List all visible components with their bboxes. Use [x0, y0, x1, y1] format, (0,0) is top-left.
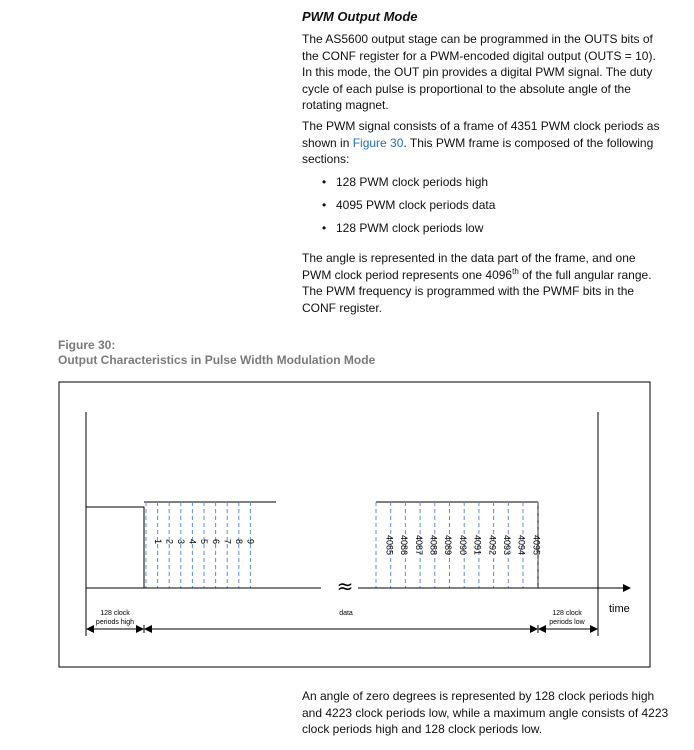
start-count-labels — [153, 539, 256, 544]
paragraph-frame-text-end: . This PWM frame is composed of the following sections: — [302, 135, 654, 166]
clock-count-label: 5 — [199, 539, 210, 545]
clock-count-label: 9 — [245, 539, 256, 545]
list-item — [322, 220, 495, 243]
label-data: data — [339, 610, 353, 617]
clock-count-label: 3 — [176, 539, 186, 545]
paragraph-frame-text: The PWM signal consists of a frame of 4351 PWM clock periods as shown in — [302, 119, 660, 150]
paragraph-frame — [302, 118, 662, 168]
bullet-icon: • — [322, 198, 327, 212]
time-label: time — [609, 603, 630, 615]
start-dashes — [146, 502, 250, 588]
figure-title: Output Characteristics in Pulse Width Modulation Mode — [58, 353, 376, 367]
paragraph-zero-angle: An angle of zero degrees is represented by 128 clock periods high and 4223 clock periods low, while a maximum angle consists of 4223 clock periods high and 128 clock periods low. — [302, 689, 669, 736]
clock-count-label: 8 — [234, 539, 244, 545]
clock-count-label: 4087 — [413, 535, 424, 556]
paragraph-angle — [302, 250, 662, 316]
superscript-th: th — [512, 266, 519, 276]
bullet-icon: • — [322, 221, 327, 235]
clock-count-label: 1 — [152, 539, 163, 545]
clock-count-label: 4092 — [487, 535, 498, 556]
section-heading: PWM Output Mode — [302, 9, 418, 24]
list-item — [322, 197, 495, 220]
label-high-line2: periods high — [95, 619, 135, 626]
clock-count-label: 4 — [187, 539, 198, 545]
list-item-text: 4095 PWM clock periods data — [336, 198, 496, 212]
frame-sections-list — [322, 174, 495, 243]
list-item — [322, 174, 495, 197]
figure-number: Figure 30: — [58, 338, 116, 352]
clock-count-label: 2 — [164, 539, 175, 545]
paragraph-outs: The AS5600 output stage can be programmed in the OUTS bits of the CONF register for a PWM-encoded digital output (OUTS = 10). In this mode, the OUT pin provides a digital PWM signal. The duty cycle of each pulse is proportional to the absolute angle of the rotating magnet. — [302, 32, 656, 112]
clock-count-label: 4093 — [501, 535, 512, 556]
paragraph-angle-text: The angle is represented in the data part of the frame, and one PWM clock period represents one 4096 — [302, 251, 636, 282]
clock-count-label: 4088 — [428, 535, 439, 556]
axis-break-symbol: ≈ — [336, 574, 354, 598]
pwm-diagram — [58, 381, 652, 670]
clock-count-label: 4085 — [384, 535, 395, 556]
clock-count-label: 4091 — [472, 535, 483, 556]
figure-link[interactable]: Figure 30 — [352, 135, 404, 150]
clock-count-label: 4094 — [516, 535, 527, 556]
list-item-text: 128 PWM clock periods low — [336, 221, 484, 235]
label-low-line1: 128 clock — [552, 610, 582, 617]
bullet-icon: • — [322, 175, 327, 189]
paragraph-angle-text-end: of the full angular range. The PWM frequency is programmed with the PWMF bits in the CONF register. — [302, 267, 652, 315]
clock-count-label: 4089 — [443, 535, 454, 556]
label-high-line1: 128 clock — [100, 610, 130, 617]
clock-count-label: 4090 — [457, 535, 468, 556]
list-item-text: 128 PWM clock periods high — [336, 175, 489, 189]
clock-count-label: 7 — [222, 539, 233, 545]
clock-count-label: 4095 — [531, 535, 542, 556]
clock-count-label: 4086 — [399, 535, 410, 556]
pwm-waveform-high — [86, 507, 144, 588]
label-low-line2: periods low — [549, 619, 585, 626]
clock-count-label: 6 — [210, 539, 221, 545]
end-count-labels — [384, 535, 541, 555]
